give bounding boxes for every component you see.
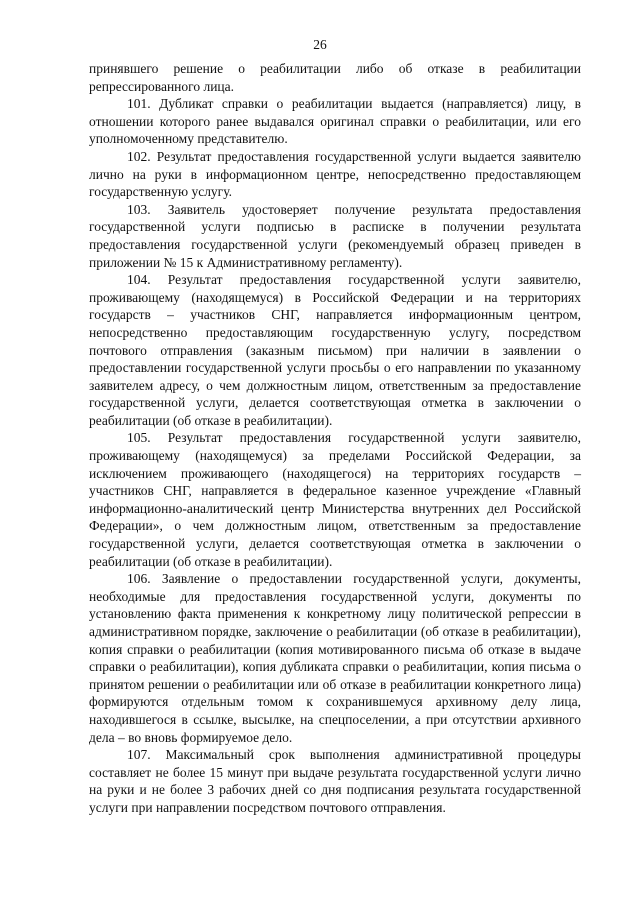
paragraph-continuation: принявшего решение о реабилитации либо об отказе в реабилитации репрессированного лица. [89,61,581,94]
paragraph-107: 107. Максимальный срок выполнения административной процедуры составляет не более 15 минут при выдаче результата государственной услуги лично на руки и не более 3 рабочих дней со дня подписания результата государственной услуги при направлении посредством почтового отправления. [89,747,581,815]
page-number: 26 [313,37,327,52]
paragraph-106: 106. Заявление о предоставлении государственной услуги, документы, необходимые для предоставления государственной услуги, документы по установлению факта применения к конкретному лицу политической репрессии в административном порядке, заключение о реабилитации (об отказе в реабилитации), копия справки о реабилитации (копия мотивированного письма об отказе в выдаче справки о реабилитации), копия дубликата справки о реабилитации, копия письма о принятом решении о реабилитации или об отказе в реабилитации конкретного лица) формируются отдельным томом к сохранившемуся архивному делу лица, находившегося в ссылке, высылке, на спецпоселении, а при отсутствии архивного дела – во вновь формируемое дело. [89,571,581,745]
paragraph-101: 101. Дубликат справки о реабилитации выдается (направляется) лицу, в отношении которого ранее выдавался оригинал справки о реабилитации, или его уполномоченному представителю. [89,96,581,147]
paragraph-103: 103. Заявитель удостоверяет получение результата предоставления государственной услуги подписью в расписке в получении результата предоставления государственной услуги (рекомендуемый образец приведен в приложении № 15 к Административному регламенту). [89,201,581,270]
paragraph-102: 102. Результат предоставления государственной услуги выдается заявителю лично на руки в информационном центре, непосредственно предоставляющем государственную услугу. [89,148,581,200]
paragraph-104: 104. Результат предоставления государственной услуги заявителю, проживающему (находящемуся) в Российской Федерации и на территориях государств – участников СНГ, направляется информационным центром, непосредственно предоставляющим государственную услугу, посредством почтового отправления (заказным письмом) при наличии в заявлении о предоставлении государственной услуги просьбы о его направлении по указанному заявителем адресу, о чем должностным лицом, ответственным за предоставление государственной услуги, делается соответствующая отметка в заключении о реабилитации (об отказе в реабилитации). [89,272,581,428]
document-body [89,60,581,817]
paragraph-105: 105. Результат предоставления государственной услуги заявителю, проживающему (находящемуся) за пределами Российской Федерации, за исключением проживающего (находящегося) на территориях государств – участников СНГ, направляется в федеральное казенное учреждение «Главный информационно-аналитический центр Министерства внутренних дел Российской Федерации», о чем должностным лицом, ответственным за предоставление государственной услуги, делается соответствующая отметка в заключении о реабилитации (об отказе в реабилитации). [89,430,581,569]
